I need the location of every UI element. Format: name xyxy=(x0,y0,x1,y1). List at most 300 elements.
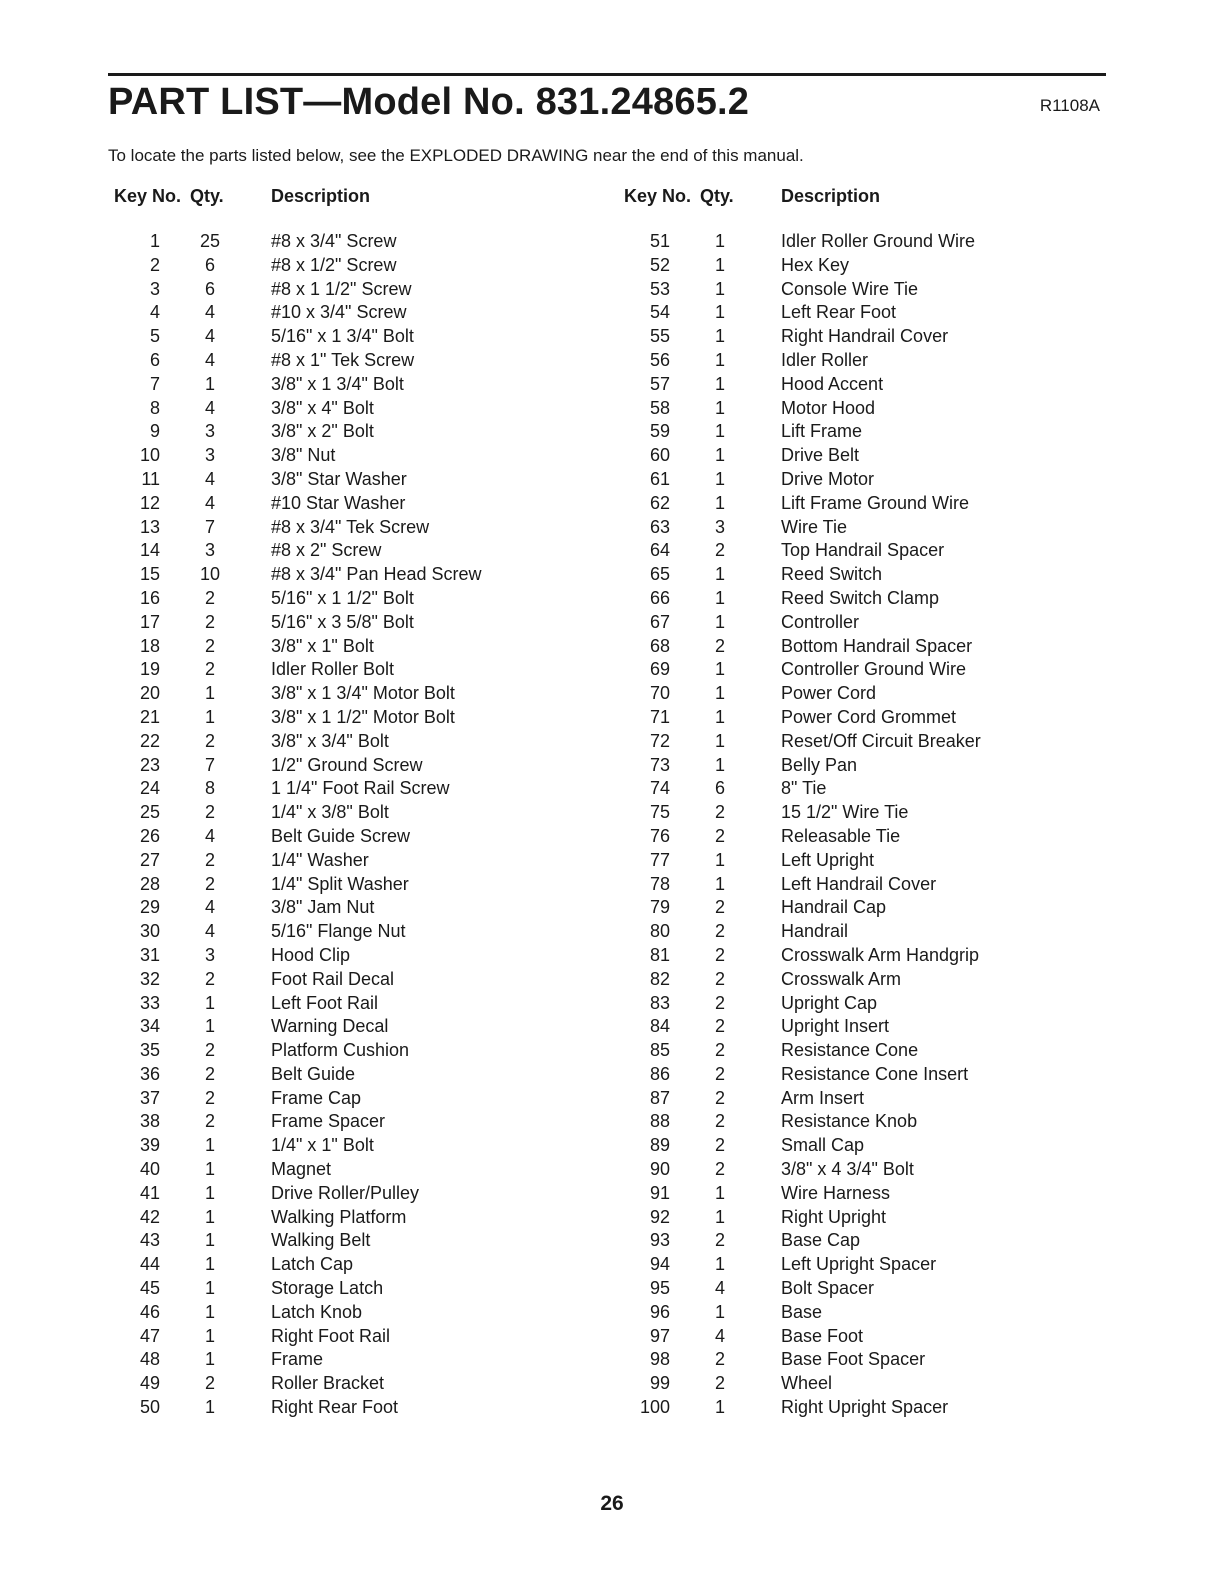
part-quantity: 7 xyxy=(204,516,215,537)
key-no-header: Key No. xyxy=(114,186,182,206)
part-key-number: 83 xyxy=(649,992,670,1013)
part-quantity: 7 xyxy=(204,754,215,775)
part-description: 5/16" Flange Nut xyxy=(271,921,406,942)
part-key-number: 98 xyxy=(649,1349,670,1370)
part-description: Right Handrail Cover xyxy=(781,326,949,347)
part-quantity: 1 xyxy=(714,421,725,442)
part-description: #8 x 2" Screw xyxy=(271,540,382,561)
part-key-number: 58 xyxy=(649,397,670,418)
part-key-number: 24 xyxy=(139,778,160,799)
part-quantity: 2 xyxy=(714,802,725,823)
part-quantity: 2 xyxy=(204,873,215,894)
part-key-number: 86 xyxy=(649,1063,670,1084)
part-key-number: 14 xyxy=(139,540,160,561)
part-description: 3/8" x 1" Bolt xyxy=(271,635,374,656)
part-key-number: 21 xyxy=(139,706,160,727)
part-description: #8 x 1/2" Screw xyxy=(271,254,397,275)
part-key-number: 25 xyxy=(139,802,160,823)
part-description: #10 x 3/4" Screw xyxy=(271,302,407,323)
part-description: 3/8" Star Washer xyxy=(271,468,407,489)
part-quantity: 2 xyxy=(714,1230,725,1251)
part-description: Right Upright xyxy=(781,1206,887,1227)
part-quantity: 2 xyxy=(714,1349,725,1370)
part-quantity: 1 xyxy=(204,373,215,394)
part-key-number: 97 xyxy=(649,1325,670,1346)
part-description: 3/8" x 1 1/2" Motor Bolt xyxy=(271,706,455,727)
part-description: Crosswalk Arm Handgrip xyxy=(781,944,980,965)
part-key-number: 71 xyxy=(649,706,670,727)
part-key-number: 4 xyxy=(149,302,160,323)
part-description: Left Upright xyxy=(781,849,875,870)
part-quantity: 1 xyxy=(204,1206,215,1227)
part-quantity: 2 xyxy=(204,1373,215,1394)
part-description: Belly Pan xyxy=(781,754,858,775)
page-number: 26 xyxy=(600,1492,624,1515)
part-key-number: 6 xyxy=(149,349,160,370)
part-key-number: 94 xyxy=(649,1254,670,1275)
part-quantity: 4 xyxy=(204,825,215,846)
part-quantity: 2 xyxy=(204,1111,215,1132)
part-quantity: 2 xyxy=(714,1135,725,1156)
part-description: #8 x 1 1/2" Screw xyxy=(271,278,412,299)
part-key-number: 37 xyxy=(139,1087,160,1108)
part-description: 5/16" x 3 5/8" Bolt xyxy=(271,611,414,632)
part-quantity: 1 xyxy=(714,873,725,894)
part-quantity: 2 xyxy=(204,802,215,823)
part-quantity: 1 xyxy=(204,1278,215,1299)
part-key-number: 7 xyxy=(149,373,160,394)
part-description: Latch Knob xyxy=(271,1301,363,1322)
part-quantity: 2 xyxy=(204,659,215,680)
part-key-number: 41 xyxy=(139,1182,160,1203)
part-key-number: 74 xyxy=(649,778,670,799)
part-quantity: 1 xyxy=(204,1182,215,1203)
part-quantity: 2 xyxy=(204,1087,215,1108)
part-description: Top Handrail Spacer xyxy=(781,540,945,561)
part-description: Belt Guide xyxy=(271,1063,356,1084)
part-key-number: 62 xyxy=(649,492,670,513)
part-description: Resistance Knob xyxy=(781,1111,918,1132)
part-quantity: 1 xyxy=(714,683,725,704)
part-quantity: 2 xyxy=(714,1016,725,1037)
part-quantity: 6 xyxy=(204,254,215,275)
part-quantity: 2 xyxy=(714,825,725,846)
part-key-number: 43 xyxy=(139,1230,160,1251)
part-quantity: 2 xyxy=(714,1040,725,1061)
part-key-number: 11 xyxy=(141,468,160,489)
part-description: #8 x 1" Tek Screw xyxy=(271,349,415,370)
part-quantity: 1 xyxy=(714,1182,725,1203)
part-key-number: 44 xyxy=(139,1254,160,1275)
part-key-number: 55 xyxy=(649,326,670,347)
part-description: 5/16" x 1 1/2" Bolt xyxy=(271,587,414,608)
part-key-number: 54 xyxy=(649,302,670,323)
part-key-number: 19 xyxy=(139,659,160,680)
part-description: 1/4" x 3/8" Bolt xyxy=(271,802,389,823)
part-quantity: 1 xyxy=(714,659,725,680)
part-description: Frame Cap xyxy=(271,1087,362,1108)
part-quantity: 1 xyxy=(714,730,725,751)
part-key-number: 73 xyxy=(649,754,670,775)
part-quantity: 2 xyxy=(714,1159,725,1180)
part-key-number: 100 xyxy=(639,1397,670,1418)
part-quantity: 1 xyxy=(204,1254,215,1275)
part-quantity: 1 xyxy=(204,1016,215,1037)
part-quantity: 1 xyxy=(204,706,215,727)
part-quantity: 2 xyxy=(714,635,725,656)
part-quantity: 25 xyxy=(199,231,221,251)
part-key-number: 9 xyxy=(149,421,160,442)
part-description: 3/8" x 4" Bolt xyxy=(271,397,374,418)
part-key-number: 45 xyxy=(139,1278,160,1299)
part-key-number: 22 xyxy=(139,730,160,751)
part-description: Base xyxy=(781,1301,823,1322)
part-key-number: 3 xyxy=(149,278,160,299)
part-description: 1/2" Ground Screw xyxy=(271,754,423,775)
part-description: 5/16" x 1 3/4" Bolt xyxy=(271,326,414,347)
part-description: 3/8" x 1 3/4" Motor Bolt xyxy=(271,683,455,704)
part-description: Releasable Tie xyxy=(781,825,901,846)
part-description: Wire Harness xyxy=(781,1182,891,1203)
part-key-number: 28 xyxy=(139,873,160,894)
part-quantity: 2 xyxy=(714,968,725,989)
part-description: Small Cap xyxy=(781,1135,865,1156)
part-quantity: 4 xyxy=(204,897,215,918)
part-quantity: 1 xyxy=(714,254,725,275)
part-quantity: 1 xyxy=(204,1397,215,1418)
part-quantity: 1 xyxy=(714,754,725,775)
part-quantity: 1 xyxy=(714,492,725,513)
part-quantity: 4 xyxy=(714,1325,725,1346)
part-quantity: 1 xyxy=(204,992,215,1013)
part-description: Warning Decal xyxy=(271,1016,389,1037)
part-quantity: 1 xyxy=(714,611,725,632)
part-quantity: 4 xyxy=(204,397,215,418)
description-header: Description xyxy=(781,186,881,206)
part-quantity: 1 xyxy=(204,1135,215,1156)
part-description: 3/8" Nut xyxy=(271,445,336,466)
part-key-number: 63 xyxy=(649,516,670,537)
part-quantity: 3 xyxy=(204,421,215,442)
part-key-number: 15 xyxy=(139,564,160,585)
part-key-number: 18 xyxy=(139,635,160,656)
part-key-number: 17 xyxy=(139,611,160,632)
part-key-number: 95 xyxy=(649,1278,670,1299)
part-quantity: 1 xyxy=(714,849,725,870)
part-description: Foot Rail Decal xyxy=(271,968,395,989)
part-key-number: 89 xyxy=(649,1135,670,1156)
part-description: 3/8" x 4 3/4" Bolt xyxy=(781,1159,914,1180)
part-quantity: 2 xyxy=(204,611,215,632)
part-description: Base Foot Spacer xyxy=(781,1349,926,1370)
intro-text: To locate the parts listed below, see the EXPLODED DRAWING near the end of this manual. xyxy=(108,146,804,165)
part-key-number: 65 xyxy=(649,564,670,585)
description-header: Description xyxy=(271,186,371,206)
part-quantity: 1 xyxy=(714,1397,725,1418)
part-key-number: 40 xyxy=(139,1159,160,1180)
part-description: Bolt Spacer xyxy=(781,1278,875,1299)
part-description: Left Handrail Cover xyxy=(781,873,937,894)
part-description: Roller Bracket xyxy=(271,1373,385,1394)
part-quantity: 3 xyxy=(204,944,215,965)
part-description: Walking Belt xyxy=(271,1230,371,1251)
part-description: Drive Belt xyxy=(781,445,860,466)
part-description: Handrail Cap xyxy=(781,897,887,918)
part-description: 1 1/4" Foot Rail Screw xyxy=(271,778,450,799)
part-quantity: 8 xyxy=(204,778,215,799)
part-quantity: 2 xyxy=(714,897,725,918)
part-description: Console Wire Tie xyxy=(781,278,919,299)
part-key-number: 78 xyxy=(649,873,670,894)
part-quantity: 4 xyxy=(204,349,215,370)
part-key-number: 66 xyxy=(649,587,670,608)
part-key-number: 13 xyxy=(139,516,160,537)
part-quantity: 2 xyxy=(714,921,725,942)
part-key-number: 51 xyxy=(649,231,670,251)
part-description: Arm Insert xyxy=(781,1087,865,1108)
part-description: Drive Roller/Pulley xyxy=(271,1182,420,1203)
part-key-number: 29 xyxy=(139,897,160,918)
page-title: PART LIST—Model No. 831.24865.2 xyxy=(108,81,750,123)
part-key-number: 5 xyxy=(149,326,160,347)
part-description: Lift Frame Ground Wire xyxy=(781,492,970,513)
part-description: Left Upright Spacer xyxy=(781,1254,937,1275)
part-description: 1/4" x 1" Bolt xyxy=(271,1135,374,1156)
part-key-number: 72 xyxy=(649,730,670,751)
part-key-number: 75 xyxy=(649,802,670,823)
part-description: Base Foot xyxy=(781,1325,864,1346)
part-description: Handrail xyxy=(781,921,849,942)
part-quantity: 1 xyxy=(714,1254,725,1275)
part-quantity: 2 xyxy=(204,730,215,751)
part-description: Upright Insert xyxy=(781,1016,890,1037)
part-description: Hood Accent xyxy=(781,373,884,394)
part-description: Controller xyxy=(781,611,860,632)
part-key-number: 81 xyxy=(649,944,670,965)
part-key-number: 2 xyxy=(149,254,160,275)
part-description: Reed Switch Clamp xyxy=(781,587,940,608)
part-key-number: 77 xyxy=(649,849,670,870)
part-key-number: 57 xyxy=(649,373,670,394)
part-description: 8" Tie xyxy=(781,778,827,799)
part-key-number: 70 xyxy=(649,683,670,704)
part-quantity: 1 xyxy=(204,1325,215,1346)
part-description: Base Cap xyxy=(781,1230,861,1251)
part-key-number: 33 xyxy=(139,992,160,1013)
part-key-number: 34 xyxy=(139,1016,160,1037)
part-description: Frame xyxy=(271,1349,324,1370)
part-description: Wheel xyxy=(781,1373,833,1394)
part-description: #8 x 3/4" Tek Screw xyxy=(271,516,430,537)
part-quantity: 4 xyxy=(204,921,215,942)
part-quantity: 2 xyxy=(204,587,215,608)
part-quantity: 2 xyxy=(714,1087,725,1108)
part-key-number: 46 xyxy=(139,1301,160,1322)
part-quantity: 1 xyxy=(714,706,725,727)
part-key-number: 1 xyxy=(149,231,160,251)
part-key-number: 53 xyxy=(649,278,670,299)
part-quantity: 2 xyxy=(714,1373,725,1394)
part-quantity: 1 xyxy=(204,1230,215,1251)
part-description: Magnet xyxy=(271,1159,332,1180)
part-description: Upright Cap xyxy=(781,992,878,1013)
part-description: Bottom Handrail Spacer xyxy=(781,635,973,656)
part-quantity: 2 xyxy=(714,540,725,561)
part-key-number: 64 xyxy=(649,540,670,561)
part-quantity: 1 xyxy=(714,1206,725,1227)
part-key-number: 91 xyxy=(649,1182,670,1203)
part-key-number: 8 xyxy=(149,397,160,418)
part-description: Right Upright Spacer xyxy=(781,1397,949,1418)
part-key-number: 30 xyxy=(139,921,160,942)
part-quantity: 3 xyxy=(204,540,215,561)
qty-header: Qty. xyxy=(700,186,734,206)
part-key-number: 10 xyxy=(139,445,160,466)
part-quantity: 4 xyxy=(204,468,215,489)
part-quantity: 1 xyxy=(714,349,725,370)
part-quantity: 1 xyxy=(714,587,725,608)
part-description: Reed Switch xyxy=(781,564,883,585)
key-no-header: Key No. xyxy=(624,186,692,206)
part-key-number: 16 xyxy=(139,587,160,608)
part-quantity: 1 xyxy=(204,683,215,704)
part-description: 15 1/2" Wire Tie xyxy=(781,802,909,823)
part-key-number: 67 xyxy=(649,611,670,632)
part-key-number: 26 xyxy=(139,825,160,846)
part-key-number: 88 xyxy=(649,1111,670,1132)
part-quantity: 2 xyxy=(714,944,725,965)
part-quantity: 6 xyxy=(204,278,215,299)
part-key-number: 84 xyxy=(649,1016,670,1037)
part-key-number: 80 xyxy=(649,921,670,942)
qty-header: Qty. xyxy=(190,186,224,206)
part-description: Controller Ground Wire xyxy=(781,659,967,680)
part-quantity: 2 xyxy=(204,1063,215,1084)
part-description: Idler Roller Ground Wire xyxy=(781,231,976,251)
part-description: Left Rear Foot xyxy=(781,302,897,323)
part-key-number: 47 xyxy=(139,1325,160,1346)
part-quantity: 4 xyxy=(204,326,215,347)
part-quantity: 2 xyxy=(714,992,725,1013)
part-description: 1/4" Washer xyxy=(271,849,369,870)
part-key-number: 31 xyxy=(139,944,160,965)
part-quantity: 1 xyxy=(714,1301,725,1322)
part-quantity: 4 xyxy=(204,492,215,513)
part-quantity: 2 xyxy=(204,1040,215,1061)
part-key-number: 38 xyxy=(139,1111,160,1132)
part-key-number: 79 xyxy=(649,897,670,918)
part-quantity: 2 xyxy=(714,1063,725,1084)
part-key-number: 27 xyxy=(139,849,160,870)
part-quantity: 1 xyxy=(714,231,725,251)
part-description: Walking Platform xyxy=(271,1206,407,1227)
part-quantity: 1 xyxy=(204,1159,215,1180)
part-description: Crosswalk Arm xyxy=(781,968,902,989)
part-key-number: 85 xyxy=(649,1040,670,1061)
part-description: Right Rear Foot xyxy=(271,1397,399,1418)
part-description: Left Foot Rail xyxy=(271,992,379,1013)
part-description: Power Cord Grommet xyxy=(781,706,957,727)
part-key-number: 23 xyxy=(139,754,160,775)
part-key-number: 61 xyxy=(649,468,670,489)
part-quantity: 1 xyxy=(714,326,725,347)
part-key-number: 39 xyxy=(139,1135,160,1156)
part-quantity: 1 xyxy=(204,1349,215,1370)
part-description: Idler Roller xyxy=(781,349,869,370)
part-key-number: 68 xyxy=(649,635,670,656)
part-description: Belt Guide Screw xyxy=(271,825,411,846)
part-description: Wire Tie xyxy=(781,516,848,537)
part-description: #8 x 3/4" Pan Head Screw xyxy=(271,564,482,585)
part-key-number: 52 xyxy=(649,254,670,275)
part-quantity: 2 xyxy=(714,1111,725,1132)
part-quantity: 4 xyxy=(714,1278,725,1299)
part-description: Lift Frame xyxy=(781,421,863,442)
part-quantity: 1 xyxy=(714,302,725,323)
part-key-number: 92 xyxy=(649,1206,670,1227)
part-key-number: 59 xyxy=(649,421,670,442)
part-quantity: 1 xyxy=(714,278,725,299)
part-key-number: 82 xyxy=(649,968,670,989)
part-quantity: 1 xyxy=(714,397,725,418)
part-key-number: 56 xyxy=(649,349,670,370)
part-description: Platform Cushion xyxy=(271,1040,410,1061)
part-description: Frame Spacer xyxy=(271,1111,386,1132)
part-key-number: 87 xyxy=(649,1087,670,1108)
part-description: Hex Key xyxy=(781,254,850,275)
part-quantity: 10 xyxy=(199,564,221,585)
part-description: Resistance Cone Insert xyxy=(781,1063,969,1084)
part-key-number: 48 xyxy=(139,1349,160,1370)
part-quantity: 2 xyxy=(204,968,215,989)
part-description: Drive Motor xyxy=(781,468,875,489)
title-rule xyxy=(108,73,1106,76)
part-description: Latch Cap xyxy=(271,1254,354,1275)
part-key-number: 90 xyxy=(649,1159,670,1180)
part-description: Idler Roller Bolt xyxy=(271,659,395,680)
part-description: #8 x 3/4" Screw xyxy=(271,231,397,251)
part-description: Right Foot Rail xyxy=(271,1325,391,1346)
part-quantity: 1 xyxy=(714,373,725,394)
part-key-number: 36 xyxy=(139,1063,160,1084)
part-key-number: 12 xyxy=(139,492,160,513)
part-description: 1/4" Split Washer xyxy=(271,873,409,894)
part-quantity: 1 xyxy=(714,564,725,585)
part-description: Motor Hood xyxy=(781,397,876,418)
part-key-number: 42 xyxy=(139,1206,160,1227)
part-key-number: 99 xyxy=(649,1373,670,1394)
part-description: 3/8" x 2" Bolt xyxy=(271,421,374,442)
part-key-number: 69 xyxy=(649,659,670,680)
part-key-number: 49 xyxy=(139,1373,160,1394)
part-quantity: 1 xyxy=(204,1301,215,1322)
part-description: Storage Latch xyxy=(271,1278,384,1299)
part-description: #10 Star Washer xyxy=(271,492,406,513)
part-quantity: 1 xyxy=(714,468,725,489)
part-key-number: 50 xyxy=(139,1397,160,1418)
part-quantity: 3 xyxy=(204,445,215,466)
part-key-number: 32 xyxy=(139,968,160,989)
document-code: R1108A xyxy=(1039,96,1100,115)
part-quantity: 6 xyxy=(714,778,725,799)
part-key-number: 20 xyxy=(139,683,160,704)
part-description: Resistance Cone xyxy=(781,1040,919,1061)
part-key-number: 93 xyxy=(649,1230,670,1251)
part-quantity: 2 xyxy=(204,635,215,656)
part-quantity: 4 xyxy=(204,302,215,323)
part-key-number: 60 xyxy=(649,445,670,466)
part-key-number: 35 xyxy=(139,1040,160,1061)
